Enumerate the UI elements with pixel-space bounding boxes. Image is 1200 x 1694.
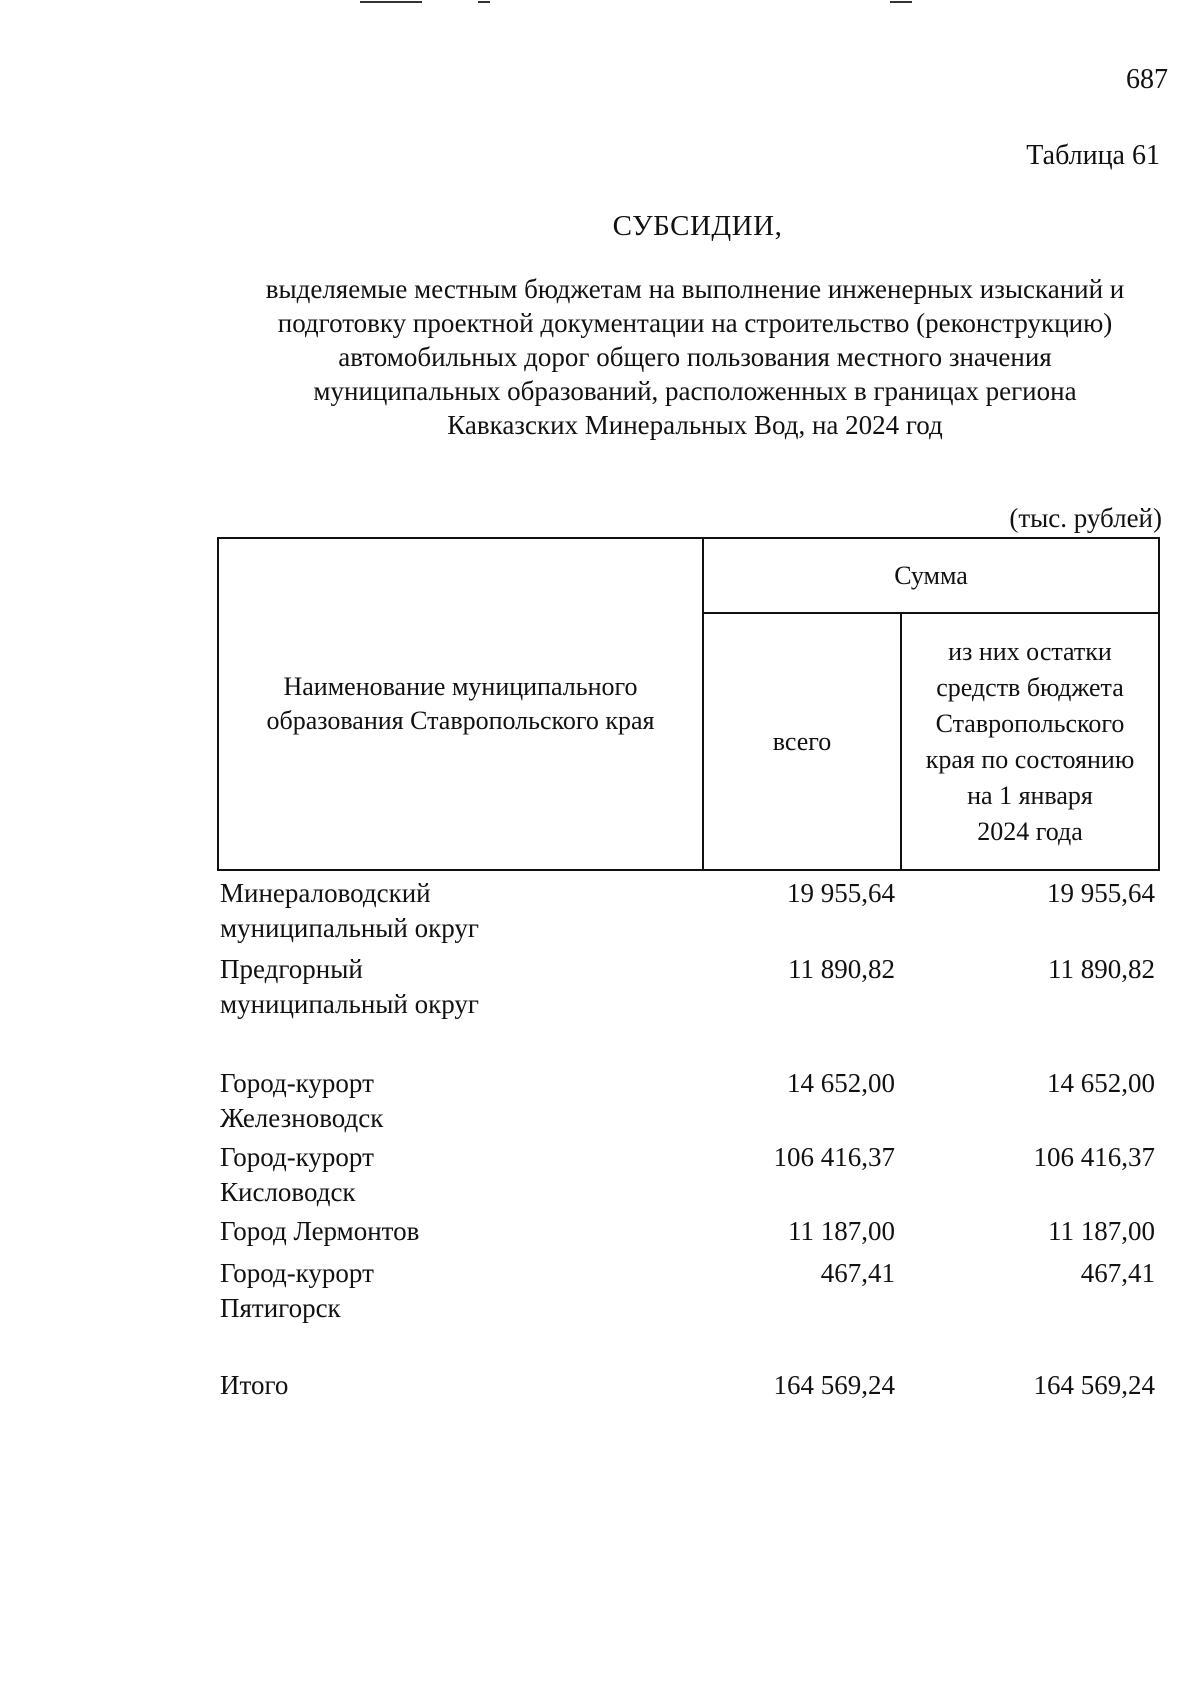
- name-line: Кисловодск: [220, 1177, 356, 1207]
- header-text-line: края по состоянию: [925, 744, 1135, 774]
- total-value: 14 652,00: [787, 1068, 895, 1098]
- header-text-line: образования Ставропольского края: [266, 706, 655, 735]
- name-line: муниципальный округ: [220, 913, 479, 943]
- municipality-name: [220, 1256, 640, 1326]
- name-line: Город-курорт: [220, 1142, 374, 1172]
- header-remainder: [902, 614, 1158, 869]
- document-subtitle: [200, 272, 1190, 442]
- total-value: 19 955,64: [787, 878, 895, 908]
- subtitle-line: подготовку проектной документации на строительство (реконструкцию): [277, 308, 1113, 338]
- remainder-value: 106 416,37: [1033, 1142, 1155, 1172]
- header-text-line: средств бюджета: [936, 672, 1124, 702]
- remainder-value: 164 569,24: [1033, 1370, 1155, 1400]
- document-heading: СУБСИДИИ,: [612, 210, 783, 242]
- municipality-name: [220, 1214, 640, 1249]
- name-line: Город Лермонтов: [220, 1216, 420, 1246]
- municipality-name: [220, 952, 640, 1022]
- table-number: Таблица 61: [1026, 140, 1160, 171]
- header-text-line: 2024 года: [977, 816, 1083, 846]
- header-sum: Сумма: [704, 539, 1158, 614]
- header-municipality-name: [219, 539, 704, 869]
- municipality-name: [220, 876, 640, 946]
- name-line: Итого: [220, 1370, 289, 1400]
- remainder-value: 19 955,64: [1047, 878, 1155, 908]
- subtitle-line: муниципальных образований, расположенных в границах региона: [313, 376, 1077, 406]
- scan-top-marks: [0, 0, 1200, 6]
- header-text-line: Наименование муниципального: [283, 672, 638, 701]
- name-line: Город-курорт: [220, 1258, 374, 1288]
- subtitle-line: автомобильных дорог общего пользования местного значения: [338, 342, 1052, 372]
- total-value: 106 416,37: [773, 1142, 895, 1172]
- table-header: [217, 537, 1160, 871]
- municipality-name: [220, 1066, 640, 1136]
- total-value: 11 890,82: [788, 954, 895, 984]
- remainder-value: 467,41: [1080, 1258, 1155, 1288]
- total-value: 11 187,00: [788, 1216, 895, 1246]
- units-label: (тыс. рублей): [1009, 503, 1162, 533]
- municipality-name: [220, 1368, 640, 1403]
- subtitle-line: выделяемые местным бюджетам на выполнение инженерных изысканий и: [265, 274, 1125, 304]
- remainder-value: 14 652,00: [1047, 1068, 1155, 1098]
- municipality-name: [220, 1140, 640, 1210]
- header-text-line: на 1 января: [967, 780, 1093, 810]
- name-line: Город-курорт: [220, 1068, 374, 1098]
- name-line: Пятигорск: [220, 1293, 341, 1323]
- name-line: Предгорный: [220, 954, 363, 984]
- name-line: муниципальный округ: [220, 989, 479, 1019]
- page-number: 687: [1126, 64, 1168, 95]
- total-value: 467,41: [820, 1258, 895, 1288]
- remainder-value: 11 187,00: [1048, 1216, 1155, 1246]
- subtitle-line: Кавказских Минеральных Вод, на 2024 год: [447, 410, 943, 440]
- header-text-line: Ставропольского: [935, 708, 1125, 738]
- header-text-line: из них остатки: [948, 636, 1112, 666]
- remainder-value: 11 890,82: [1048, 954, 1155, 984]
- name-line: Железноводск: [220, 1103, 384, 1133]
- name-line: Минераловодский: [220, 878, 431, 908]
- header-total: всего: [704, 614, 902, 869]
- total-value: 164 569,24: [773, 1370, 895, 1400]
